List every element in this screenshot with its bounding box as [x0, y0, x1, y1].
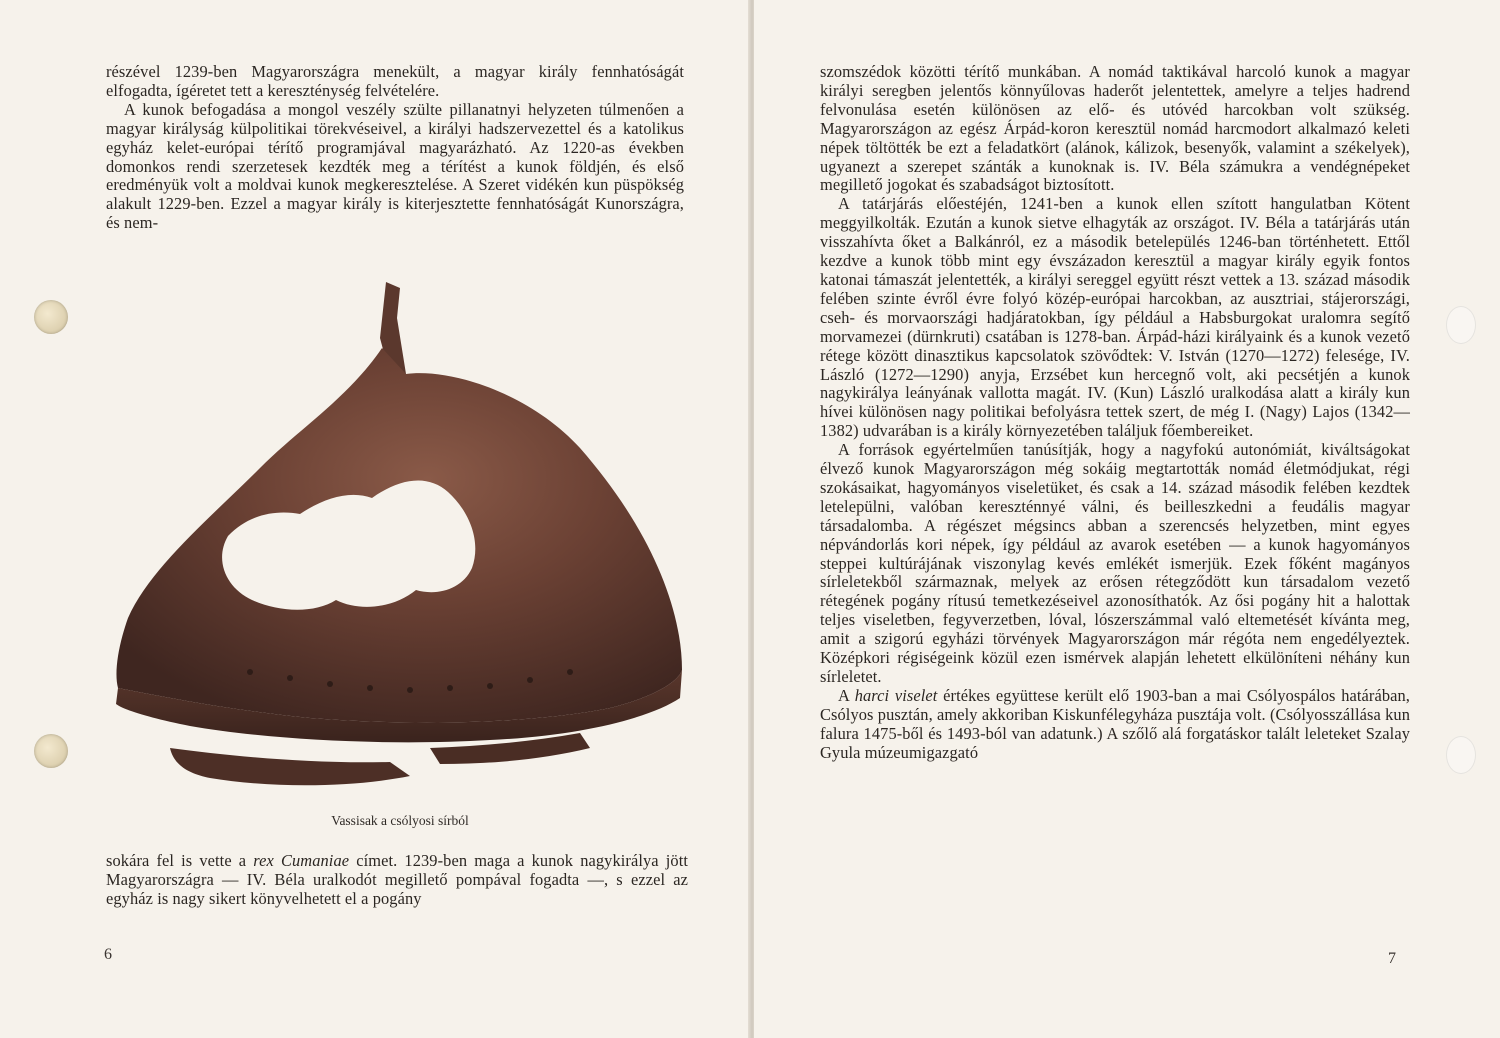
paragraph: A kunok befogadása a mongol veszély szülte pillanatnyi helyzeten túlmenően a magyar királyság külpolitikai törekvéseivel, a királyi hadszervezettel és a katolikus egyház kelet-európai térítő programjával magyarázható. Az 1220-as években domonkos rendi szerzetesek kezdték meg a térítést a kunok földjén, és első eredményük volt a moldvai kunok megkeresztelése. A Szeret vidékén kun püspökség alakult 1229-ben. Ezzel a magyar király is kiterjesztette fennhatóságát Kunországra, és nem- — [106, 99, 684, 233]
paragraph: A tatárjárás előestéjén, 1241-ben a kunok ellen szított hangulatban Kötent meggyilkolták. Ezután a kunok sietve elhagyták az országot. IV. Béla a tatárjárás után visszahívta őket a Balkánról, ez a második betelepülés 1246-ban történhetett. Ettől kezdve a kunok több mint egy évszázadon keresztül a magyar király egyik fontos katonai támaszát jelentették, a királyi sereggel együtt részt vettek a 13. század második felében szinte évről évre folyó közép-európai harcokban, az ausztriai, stájerországi, cseh- és morvaországi hadjáratokban, így például a Habsburgokat uralomra segítő morvamezei (dürnkruti) csatában is 1278-ban. Árpád-házi királyaink és a kunok vezető rétege között dinasztikus kapcsolatok szövődtek: V. István (1270—1272) felesége, IV. László (1272—1290) anyja, Erzsébet kun hercegnő volt, aki pecsétjén a kunok nagykirálya leányának vallotta magát. IV. (Kun) László uralkodása alatt a király kun hívei különösen nagy politikai befolyásra tettek szert, de még I. (Nagy) Lajos (1342—1382) udvarában is a király környezetében találjuk főembereiket. — [820, 194, 1410, 441]
page-number-left: 6 — [104, 946, 112, 963]
right-text — [820, 63, 1410, 763]
helmet-photo — [110, 278, 690, 808]
punch-hole — [34, 734, 68, 768]
paragraph: részével 1239-ben Magyarországra menekült, a magyar király fennhatóságát elfogadta, ígéretet tett a kereszténység felvételére. — [106, 62, 684, 100]
paragraph: A források egyértelműen tanúsítják, hogy a nagyfokú autonómiát, kiváltságokat élvező kunok Magyarországon még sokáig megtartották nomád életmódjukat, régi szokásaikat, hagyományos viseletüket, és csak a 14. század második felében kezdtek letelepülni, valóban kereszténnyé válni, és beilleszkedni a feudális magyar társadalomba. A régészet mégsincs abban a szerencsés helyzetben, mint egyes népvándorlás kori népek, így például az avarok esetében — a kunok hagyományos steppei kultúrájának viszonylag kevés emlékét ismerjük. Ezek főként magányos sírleletekből származnak, melyek az erősen rétegződött kun társadalom vezető rétegének pogány rítusú temetkezéseivel azonosíthatók. Az ősi pogány hit a halottak teljes viseletben, fegyverzetben, lóval, lószerszámmal való eltemetését kívánta meg, amit a szigorú egyházi törvények Magyarországon már régóta nem engedélyeztek. Középkori régiségeink közül ezen ismérvek alapján lehetett elkülöníteni néhány kun sírleletet. — [820, 440, 1410, 686]
page-number-right: 7 — [1388, 950, 1396, 967]
paragraph: sokára fel is vette a rex Cumaniae címet. 1239-ben maga a kunok nagykirálya jött Magyarországra — IV. Béla uralkodót megillető pompával fogadta —, s ezzel az egyház is nagy sikert könyvelhetett el a pogány — [106, 851, 688, 908]
paragraph: A harci viselet értékes együttese került elő 1903-ban a mai Csólyospálos határában, Csólyos pusztán, amely akkoriban Kiskunfélegyháza pusztája volt. (Csólyosszállása kun falura 1475-ből és 1493-ból van adatunk.) A szőlő alá forgatáskor talált leleteket Szalay Gyula múzeumigazgató — [820, 685, 1410, 762]
punch-hole — [1446, 736, 1476, 774]
left-top-text — [106, 63, 684, 233]
punch-hole — [1446, 306, 1476, 344]
figure-caption: Vassisak a csólyosi sírból — [331, 813, 469, 828]
helmet-illustration — [110, 278, 690, 808]
left-bottom-text — [106, 852, 688, 909]
paragraph: szomszédok közötti térítő munkában. A nomád taktikával harcoló kunok a magyar királyi seregben jelentős könnyűlovas haderőt jelentettek, amelyre a teljes hadrend felvonulása esetén különösen az elő- és utóvéd harcokban volt szükség. Magyarországon az egész Árpád-koron keresztül nomád harcmodort alkalmazó keleti népek töltötték be ezt a feladatkört (alánok, kálizok, besenyők, valamint a székelyek), ugyanezt a szerepet szánták a kunoknak is. IV. Béla számukra a vendégnépeket megillető jogokat és szabadságot biztosított. — [820, 62, 1410, 195]
punch-hole — [34, 300, 68, 334]
